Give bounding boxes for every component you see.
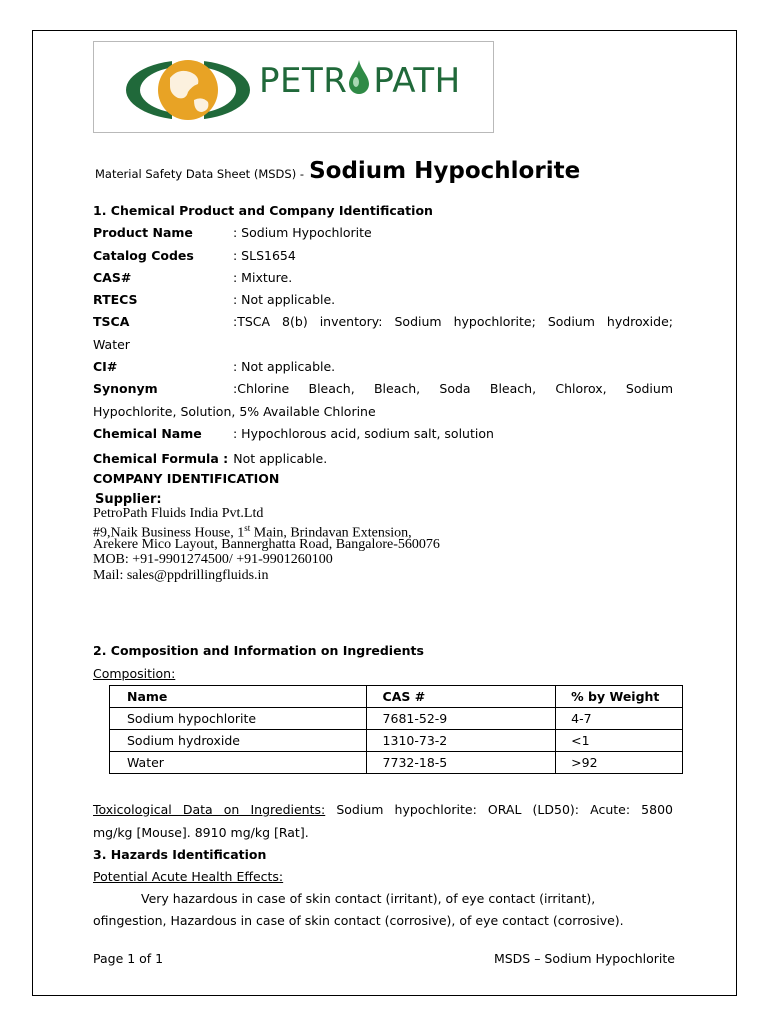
table-row xyxy=(110,708,683,730)
table-header-cell: CAS # xyxy=(366,686,556,708)
table-cell: 4-7 xyxy=(556,708,683,730)
composition-label: Composition: xyxy=(93,666,176,681)
section-1-heading: 1. Chemical Product and Company Identification xyxy=(93,203,433,218)
supplier-phone: MOB: +91-9901274500/ +91-9901260100 xyxy=(93,552,333,567)
section-3-heading: 3. Hazards Identification xyxy=(93,847,267,862)
synonym-value: :Chlorine Bleach, Bleach, Soda Bleach, Chlorox, Sodium xyxy=(233,381,673,396)
table-cell: Water xyxy=(110,752,367,774)
table-cell: >92 xyxy=(556,752,683,774)
company-logo xyxy=(93,41,494,133)
logo-wordmark: PETR PATH xyxy=(259,61,461,101)
table-cell: 7681-52-9 xyxy=(366,708,556,730)
toxicological-data-value: Sodium hypochlorite: ORAL (LD50): Acute: 5800 xyxy=(336,802,673,817)
product-name-value: : Sodium Hypochlorite xyxy=(233,225,372,240)
chemical-name-value: : Hypochlorous acid, sodium salt, solution xyxy=(233,426,494,441)
catalog-codes-label: Catalog Codes xyxy=(93,248,194,263)
company-identification-heading: COMPANY IDENTIFICATION xyxy=(93,471,280,486)
table-header-cell: % by Weight xyxy=(556,686,683,708)
oil-drop-icon xyxy=(347,60,373,101)
acute-health-effects-line-2: ofingestion, Hazardous in case of skin contact (corrosive), of eye contact (corrosive). xyxy=(93,913,624,928)
footer-doc-title: MSDS – Sodium Hypochlorite xyxy=(493,951,675,966)
acute-health-effects-label: Potential Acute Health Effects: xyxy=(93,869,284,884)
table-cell: <1 xyxy=(556,730,683,752)
chemical-formula-row xyxy=(93,448,327,467)
composition-table xyxy=(109,685,683,774)
catalog-codes-value: : SLS1654 xyxy=(233,248,296,263)
table-header-cell: Name xyxy=(110,686,367,708)
section-2-heading: 2. Composition and Information on Ingredients xyxy=(93,643,424,658)
chemical-formula-label: Chemical Formula : xyxy=(93,451,229,466)
table-cell: Sodium hypochlorite xyxy=(110,708,367,730)
chemical-name-label: Chemical Name xyxy=(93,426,202,441)
table-row xyxy=(110,730,683,752)
product-name-label: Product Name xyxy=(93,225,193,240)
supplier-name: PetroPath Fluids India Pvt.Ltd xyxy=(93,506,264,521)
tsca-value-cont: Water xyxy=(93,337,130,352)
rtecs-label: RTECS xyxy=(93,292,138,307)
rtecs-value: : Not applicable. xyxy=(233,292,336,307)
acute-health-effects-line-1: Very hazardous in case of skin contact (irritant), of eye contact (irritant), xyxy=(141,891,596,906)
ci-value: : Not applicable. xyxy=(233,359,336,374)
cas-label: CAS# xyxy=(93,270,132,285)
ci-label: CI# xyxy=(93,359,118,374)
page-number: Page 1 of 1 xyxy=(93,951,164,966)
supplier-email: Mail: sales@ppdrillingfluids.in xyxy=(93,568,269,583)
table-cell: 7732-18-5 xyxy=(366,752,556,774)
synonym-label: Synonym xyxy=(93,381,158,396)
supplier-label: Supplier: xyxy=(95,492,162,507)
supplier-address-line-2: Arekere Mico Layout, Bannerghatta Road, Bangalore-560076 xyxy=(93,537,440,552)
toxicological-data xyxy=(93,802,673,817)
table-cell: 1310-73-2 xyxy=(366,730,556,752)
supplier-address-line-1: #9,Naik Business House, 1st Main, Brindavan Extension, xyxy=(93,523,412,541)
tsca-value: :TSCA 8(b) inventory: Sodium hypochlorite; Sodium hydroxide; xyxy=(233,314,673,329)
document-title xyxy=(95,158,580,184)
synonym-value-cont: Hypochlorite, Solution, 5% Available Chlorine xyxy=(93,404,376,419)
title-prefix: Material Safety Data Sheet (MSDS) - xyxy=(95,167,304,181)
toxicological-data-label: Toxicological Data on Ingredients: xyxy=(93,802,326,817)
table-row xyxy=(110,752,683,774)
globe-logo-icon xyxy=(120,50,280,130)
tsca-label: TSCA xyxy=(93,314,130,329)
title-product: Sodium Hypochlorite xyxy=(309,158,581,184)
chemical-formula-value: Not applicable. xyxy=(233,451,328,466)
table-cell: Sodium hydroxide xyxy=(110,730,367,752)
cas-value: : Mixture. xyxy=(233,270,293,285)
toxicological-data-cont: mg/kg [Mouse]. 8910 mg/kg [Rat]. xyxy=(93,825,309,840)
table-header-row xyxy=(110,686,683,708)
